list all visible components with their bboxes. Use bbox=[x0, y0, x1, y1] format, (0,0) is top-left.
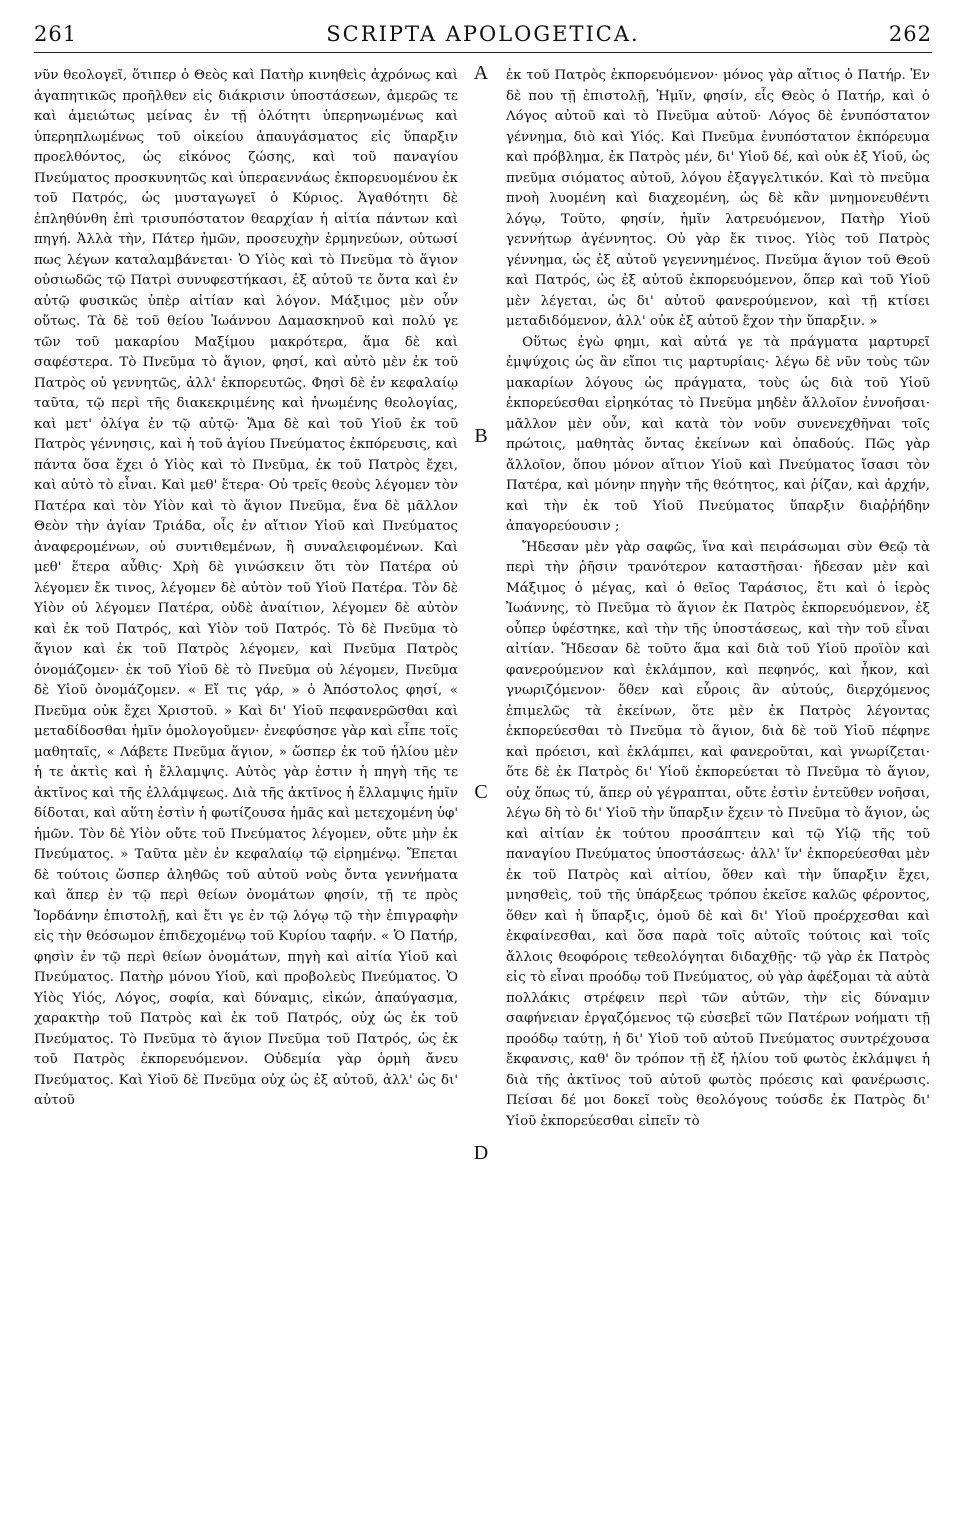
margin-letter-b: B bbox=[474, 425, 488, 447]
right-column bbox=[506, 66, 930, 1506]
margin-letter-c: C bbox=[474, 781, 488, 803]
margin-letter-a: A bbox=[473, 62, 489, 84]
left-paragraph-1: νῦν θεολογεῖ, ὅτιπερ ὁ Θεὸς καὶ Πατὴρ κινηθεὶς ἀχρόνως καὶ ἀγαπητικῶς προῆλθεν εἰς διάκρισιν ὑποστάσεων, ἀμερῶς τε καὶ ἀμειώτως μείνας ἐν τῇ ὁλότητι ὑπερηνωμένως καὶ ὑπερηπλωμένως τοῦ οἰκείου ἀπαυγάσματος εἰς ὕπαρξιν προελθόντος, ὡς εἰκόνος ζώσης, καὶ τοῦ παναγίου Πνεύματος προσκυνητῶς καὶ ὑπεραεννάως ἐκπορευομένου ἐκ τοῦ Πατρός, ὡς μυσταγωγεῖ ὁ Κύριος. Ἀγαθότητι δὲ ἐπληθύνθη ἐπὶ τρισυπόστατον θεαρχίαν ἡ αἰτία πάντων καὶ πηγή. Ἀλλὰ τὴν, Πάτερ ἡμῶν, προσευχὴν ἑρμηνεύων, οὑτωσί πως λέγων καταλαμβάνεται· Ὁ Υἱὸς καὶ τὸ Πνεῦμα τὸ ἅγιον οὐσιωδῶς τῷ Πατρὶ συνυφεστήκασι, ἐξ αὐτοῦ τε ὄντα καὶ ἐν αὐτῷ φυσικῶς ὑπὲρ αἰτίαν καὶ λόγον. Μάξιμος μὲν οὖν οὕτως. Τὰ δὲ τοῦ θείου Ἰωάννου Δαμασκηνοῦ καὶ πολύ γε τῶν τοῦ μακαρίου Μαξίμου μακρότερα, ἅμα δὲ καὶ σαφέστερα. Τὸ Πνεῦμα τὸ ἅγιον, φησί, καὶ αὐτὸ μὲν ἐκ τοῦ Πατρὸς οὐ γεννητῶς, ἀλλ' ἐκπορευτῶς. Φησὶ δὲ ἐν κεφαλαίῳ ταῦτα, τῷ περὶ τῆς διακεκριμένης καὶ ἡνωμένης θεολογίας, καὶ μετ' ὀλίγα ἐν τῷ αὐτῷ· Ἅμα δὲ καὶ τοῦ Υἱοῦ ἐκ τοῦ Πατρὸς γέννησις, καὶ ἡ τοῦ ἁγίου Πνεύματος ἐκπόρευσις, καὶ πάντα ὅσα ἔχει ὁ Υἱὸς καὶ τὸ Πνεῦμα, ἐκ τοῦ Πατρὸς ἔχει, καὶ αὐτὸ τὸ εἶναι. Καὶ μεθ' ἕτερα· Οὐ τρεῖς θεοὺς λέγομεν τὸν Πατέρα καὶ τὸν Υἱὸν καὶ τὸ ἅγιον Πνεῦμα, ἕνα δὲ μᾶλλον Θεὸν τὴν ἁγίαν Τριάδα, οἷς ἐν αἴτιον Υἱοῦ καὶ Πνεύματος ἀναφερομένων, οὐ συντιθεμένων, ἢ συναλειφομένων. Καὶ μεθ' ἕτερα αὖθις· Χρὴ δὲ γινώσκειν ὅτι τὸν Πατέρα οὐ λέγομεν ἔκ τινος, λέγομεν δὲ αὐτὸν τοῦ Υἱοῦ Πατέρα. Τὸν δὲ Υἱὸν οὐ λέγομεν Πατέρα, οὐδὲ ἀναίτιον, λέγομεν δὲ αὐτὸν καὶ ἐκ τοῦ Πατρός, καὶ Υἱὸν τοῦ Πατρός. Τὸ δὲ Πνεῦμα τὸ ἅγιον καὶ ἐκ τοῦ Πατρὸς λέγομεν, καὶ Πνεῦμα Πατρὸς ὀνομάζομεν· ἐκ τοῦ Υἱοῦ δὲ τὸ Πνεῦμα οὐ λέγομεν, Πνεῦμα δὲ Υἱοῦ ὀνομάζομεν. « Εἴ τις γάρ, » ὁ Ἀπόστολος φησί, « Πνεῦμα οὐκ ἔχει Χριστοῦ. » Καὶ δι' Υἱοῦ πεφανερῶσθαι καὶ μεταδίδοσθαι ἡμῖν ὁμολογοῦμεν· ἐνεφύσησε γὰρ καὶ εἶπε τοῖς μαθηταῖς, « Λάβετε Πνεῦμα ἅγιον, » ὥσπερ ἐκ τοῦ ἡλίου μὲν ἡ τε ἀκτὶς καὶ ἡ ἔλλαμψις. Αὐτὸς γὰρ ἐστιν ἡ πηγὴ τῆς τε ἀκτῖνος καὶ τῆς ἐλλάμψεως. Διὰ τῆς ἀκτῖνος ἡ ἔλλαμψις ἡμῖν δίδοται, καὶ αὕτη ἐστὶν ἡ φωτίζουσα ἡμᾶς καὶ μετεχομένη ὑφ' ἡμῶν. Τὸν δὲ Υἱὸν οὔτε τοῦ Πνεύματος λέγομεν, οὔτε μὴν ἐκ Πνεύματος. » Ταῦτα μὲν ἐν κεφαλαίῳ τῷ εἰρημένῳ. Ἔπεται δὲ τούτοις ὥσπερ ἀληθῶς τοῦ αὐτοῦ νοὺς ὄντα γεννήματα καὶ ἅπερ ἐν τῷ περὶ θείων ὀνομάτων φησίν, τῇ τε πρὸς Ἰορδάνην ἐπιστολῇ, καὶ ἔτι γε ἐν τῷ λόγῳ τῷ τὴν ἐπιγραφὴν εἰς τὴν θεόσωμον ἐπιδεχομένῳ τοῦ Κυρίου ταφήν. « Ὁ Πατήρ, φησὶν ἐν τῷ περὶ θείων ὀνομάτων, πηγὴ καὶ αἰτία Υἱοῦ καὶ Πνεύματος. Πατὴρ μόνου Υἱοῦ, καὶ προβολεὺς Πνεύματος. Ὁ Υἱὸς Υἱός, Λόγος, σοφία, καὶ δύναμις, εἰκών, ἀπαύγασμα, χαρακτὴρ τοῦ Πατρὸς καὶ ἐκ τοῦ Πατρός, οὐχ ὡς ἐκ τοῦ Πνεύματος. Τὸ Πνεῦμα τὸ ἅγιον Πνεῦμα τοῦ Πατρός, ὡς ἐκ τοῦ Πατρὸς ἐκπορευόμενον. Οὐδεμία γὰρ ὁρμὴ ἄνευ Πνεύματος. Καὶ Υἱοῦ δὲ Πνεῦμα οὐχ ὡς ἐξ αὐτοῦ, ἀλλ' ὡς δι' αὐτοῦ bbox=[34, 68, 458, 1108]
margin-letter-d: D bbox=[473, 1142, 489, 1164]
right-paragraph-3: Ἤδεσαν μὲν γὰρ σαφῶς, ἵνα καὶ πειράσωμαι σὺν Θεῷ τὰ περὶ τὴν ῥῆσιν τρανότερον καταστῆσαι· ἤδεσαν μὲν καὶ Μάξιμος ὁ μέγας, καὶ ὁ θεῖος Ταράσιος, ἔτι καὶ ὁ ἱερὸς Ἰωάννης, τὸ Πνεῦμα τὸ ἅγιον ἐκ Πατρὸς ἐκπορευόμενον, ἐξ οὗπερ ὑφέστηκε, καὶ τὴν τῆς ὑποστάσεως, καὶ τὴν τοῦ εἶναι αἰτίαν. Ἤδεσαν δὲ τοῦτο ἅμα καὶ διὰ τοῦ Υἱοῦ προϊὸν καὶ φανερούμενον καὶ ἐκλάμπον, καὶ πεφηνός, καὶ ἧκον, καὶ γνωριζόμενον· ὅθεν καὶ εὗροις ἂν αὐτούς, διερχόμενος ἐπιμελῶς τὰ ἐκείνων, ὅτε μὲν ἐκ Πατρὸς λέγοντας ἐκπορεύεσθαι τὸ Πνεῦμα τὸ ἅγιον, διὰ δὲ τοῦ Υἱοῦ πέφηνε καὶ πρόεισι, καὶ ἐκλάμπει, καὶ φανεροῦται, καὶ γνωρίζεται· ὅτε δὲ ἐκ Πατρὸς δι' Υἱοῦ ἐκπορεύεται τὸ Πνεῦμα τὸ ἅγιον, οὐχ ὅπως τύ, ἅπερ οὐ γέγραπται, οὔτε ἐστὶν ἐντεῦθεν νοῆσαι, λέγω δὴ τὸ δι' Υἱοῦ τὴν ὕπαρξιν ἔχειν τὸ Πνεῦμα τὸ ἅγιον, ὡς καὶ αἰτίαν ἐκ τούτου προσάπτειν καὶ τῷ Υἱῷ τῆς τοῦ παναγίου Πνεύματος ὑποστάσεως· ἀλλ' ἵν' ἐκπορεύεσθαι μὲν ἐκ τοῦ Πατρὸς καὶ αἰτίου, ὅθεν καὶ τὴν ὕπαρξιν ἔχει, μνησθεὶς, τοῦ τῆς ὑπάρξεως τρόπου ἐκεῖσε καλῶς φέροντος, ὅθεν καὶ ἡ ὕπαρξις, ὁμοῦ δὲ καὶ δι' Υἱοῦ προέρχεσθαι καὶ ἐκφαίνεσθαι, καὶ ὅσα παρὰ τοῖς αὐτοῖς τούτοις καὶ τοῖς ἄλλοις θεοφόροις τεθεολόγηται διδαχθῇς· τῷ γὰρ ἐκ Πατρὸς εἰς τὸ εἶναι προόδῳ τοῦ Πνεύματος, οὐ γὰρ ἀφέξομαι τὰ αὐτὰ πολλάκις στρέφειν περὶ τῶν αὐτῶν, τὴν εἰς δύναμιν σαφήνειαν ἐργαζόμενος τῷ εὐσεβεῖ τῶν Πατέρων νοήματι τῇ προόδῳ ταύτῃ, ἡ δι' Υἱοῦ τοῦ αὐτοῦ Πνεύματος συντρέχουσα ἔκφανσις, καθ' ὃν τρόπον τῇ ἐξ ἡλίου τοῦ φωτὸς ἐκλάμψει ἡ διὰ τῆς ἀκτῖνος τοῦ αὐτοῦ φωτὸς πρόεσις καὶ φανέρωσις. Πείσαι δέ μοι δοκεῖ τοὺς θεολόγους τούσδε ἐκ Πατρὸς δι' Υἱοῦ ἐκπορεύεσθαι εἰπεῖν τὸ bbox=[506, 539, 930, 1129]
page-number-left: 261 bbox=[34, 22, 78, 46]
running-title: SCRIPTA APOLOGETICA. bbox=[326, 22, 640, 46]
left-column bbox=[34, 66, 458, 1506]
page-number-right: 262 bbox=[888, 22, 932, 46]
page-header bbox=[34, 18, 932, 53]
right-paragraph-1: ἐκ τοῦ Πατρὸς ἐκπορευόμενον· μόνος γὰρ αἴτιος ὁ Πατήρ. Ἐν δὲ που τῇ ἐπιστολῇ, Ἡμῖν, φησίν, εἷς Θεὸς ὁ Πατήρ, καὶ ὁ Λόγος αὐτοῦ καὶ τὸ Πνεῦμα αὐτοῦ· Λόγος δὲ ἐνυπόστατον γέννημα, διὸ καὶ Υἱός. Καὶ Πνεῦμα ἐνυπόστατον ἐκπόρευμα καὶ πρόβλημα, ἐκ Πατρὸς μέν, δι' Υἱοῦ δέ, καὶ οὐκ ἐξ Υἱοῦ, ὡς πνεῦμα σιόματος αὐτοῦ, λόγου ἐξαγγελτικόν. Καὶ τὸ πνεῦμα πνοὴ λυομένη καὶ διαχεομένη, ὡς δὲ κἂν μνημονευθέντι λόγῳ, Τοῦτο, φησίν, ἡμῖν λατρευόμενον, Πατὴρ Υἱοῦ γεννήτωρ ἀγέννητος. Οὐ γὰρ ἔκ τινος. Υἱὸς τοῦ Πατρὸς γέννημα, ὡς ἐξ αὐτοῦ γεγεννημένος. Πνεῦμα ἅγιον τοῦ Θεοῦ καὶ Πατρός, ὡς ἐξ αὐτοῦ ἐκπορευόμενον, ὅπερ καὶ τοῦ Υἱοῦ μὲν λέγεται, ὡς δι' αὐτοῦ φανερούμενον, καὶ τῇ κτίσει μεταδιδόμενον, ἀλλ' οὐκ ἐξ αὐτοῦ ἔχον τὴν ὕπαρξιν. » bbox=[506, 68, 930, 329]
right-paragraph-2: Οὕτως ἐγὼ φημι, καὶ αὐτά γε τὰ πράγματα μαρτυρεῖ ἐμψύχοις ὡς ἂν εἴποι τις μαρτυρίαις· λέγω δὲ νῦν τοὺς τῶν μακαρίων λόγους ὡς πράγματα, τοὺς ὡς διὰ τοῦ Υἱοῦ ἐκπορεύεσθαι εἰρηκότας τὸ Πνεῦμα μηδὲν ἄλλοῖον ἐννοῆσαι· μᾶλλον μὲν οὖν, καὶ κατὰ τὸν νοῦν συνενεχθῆναι τοῖς πρώτοις, μαθητὰς ὄντας ἐκείνων καὶ ὀπαδούς. Πῶς γὰρ ἄλλοῖον, ὅπου μόνον αἴτιον Υἱοῦ καὶ Πνεύματος ἴσασι τὸν Πατέρα, καὶ μόνην πηγὴν τῆς θεότητος, καὶ ῥίζαν, καὶ ἀρχήν, καὶ τὴν ἐκ τοῦ Υἱοῦ Πνεύματος ὕπαρξιν διαῤῥήδην ἀπαγορεύουσιν ; bbox=[506, 334, 930, 534]
